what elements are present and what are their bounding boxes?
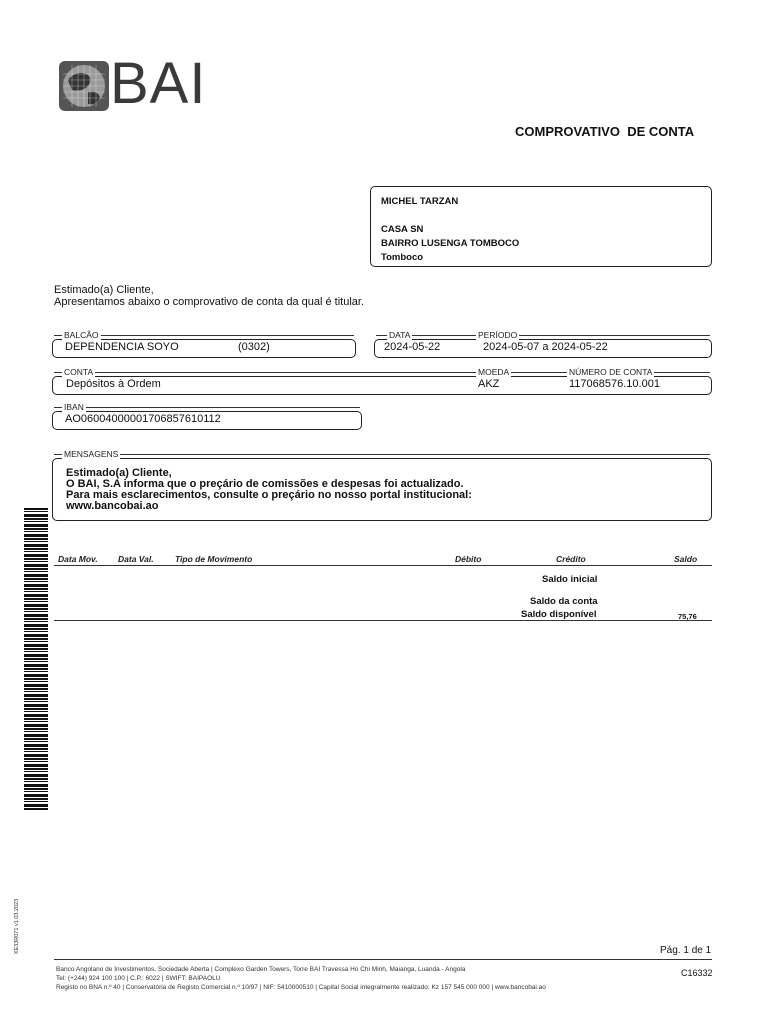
table-header-rule <box>54 565 712 566</box>
moeda-label: MOEDA <box>478 367 510 377</box>
message-line-1: Estimado(a) Cliente, <box>66 467 172 479</box>
conta-label: CONTA <box>64 367 94 377</box>
footer-line-3: Registo no BNA n.º 40 | Conservatória de Registo Comercial n.º 10/97 | NIF: 5410000510 | Capital Social integralmente realizado: Kz 157 545 000 000 | www.bancobai.ao <box>56 984 546 991</box>
recipient-name: MICHEL TARZAN <box>381 196 459 207</box>
saldo-inicial-label: Saldo inicial <box>542 574 598 585</box>
logo-text: BAI <box>110 51 207 116</box>
side-code: XE33R071 v1 03.2023 <box>14 898 21 955</box>
barcode <box>24 508 48 810</box>
balcao-value: DEPENDENCIA SOYO <box>65 341 179 353</box>
periodo-value: 2024-05-07 a 2024-05-22 <box>483 341 608 353</box>
header-data-mov: Data Mov. <box>58 554 98 564</box>
intro-text: Apresentamos abaixo o comprovativo de conta da qual é titular. <box>54 296 365 308</box>
footer-rule <box>54 959 712 960</box>
header-credito: Crédito <box>556 554 586 564</box>
table-end-rule <box>54 620 712 621</box>
data-value: 2024-05-22 <box>384 341 441 353</box>
messages-label: MENSAGENS <box>64 449 119 459</box>
iban-label: IBAN <box>64 402 84 412</box>
intro-greeting: Estimado(a) Cliente, <box>54 284 154 296</box>
globe-icon <box>58 60 110 112</box>
balcao-code: (0302) <box>238 341 270 353</box>
numero-conta-value: 117068576.10.001 <box>569 378 660 390</box>
header-tipo-movimento: Tipo de Movimento <box>175 554 253 564</box>
document-code: C16332 <box>681 968 713 978</box>
moeda-value: AKZ <box>478 378 500 390</box>
saldo-conta-label: Saldo da conta <box>530 596 598 607</box>
address-line-3: Tomboco <box>381 252 424 263</box>
address-line-1: CASA SN <box>381 224 424 235</box>
iban-value: AO06004000001706857610112 <box>65 413 221 425</box>
document-title: COMPROVATIVO DE CONTA <box>515 124 695 139</box>
message-line-4: www.bancobai.ao <box>66 500 159 512</box>
header-saldo: Saldo <box>674 554 698 564</box>
message-line-3: Para mais esclarecimentos, consulte o preçário no nosso portal institucional: <box>66 489 472 501</box>
page-number: Pág. 1 de 1 <box>660 945 712 956</box>
numero-conta-label: NÚMERO DE CONTA <box>569 367 653 377</box>
header-data-val: Data Val. <box>118 554 154 564</box>
periodo-label: PERÍODO <box>478 330 518 340</box>
balcao-label: BALCÃO <box>64 330 99 340</box>
saldo-disponivel-label: Saldo disponível <box>521 609 597 620</box>
address-line-2: BAIRRO LUSENGA TOMBOCO <box>381 238 520 249</box>
conta-value: Depósitos à Ordem <box>66 378 161 390</box>
data-label: DATA <box>389 330 411 340</box>
message-line-2: O BAI, S.A informa que o preçário de comissões e despesas foi actualizado. <box>66 478 464 490</box>
footer-line-1: Banco Angolano de Investimentos, Sociedade Aberta | Complexo Garden Towers, Torre BAI Travessa Ho Chi Minh, Maianga, Luanda - Angola <box>56 966 466 973</box>
bai-logo <box>58 51 208 116</box>
header-debito: Débito <box>455 554 482 564</box>
footer-line-2: Tel: (+244) 924 100 100 | C.P.: 6022 | SWIFT: BAIPAOLU <box>56 975 221 982</box>
saldo-disponivel-value: 75,76 <box>678 612 697 621</box>
